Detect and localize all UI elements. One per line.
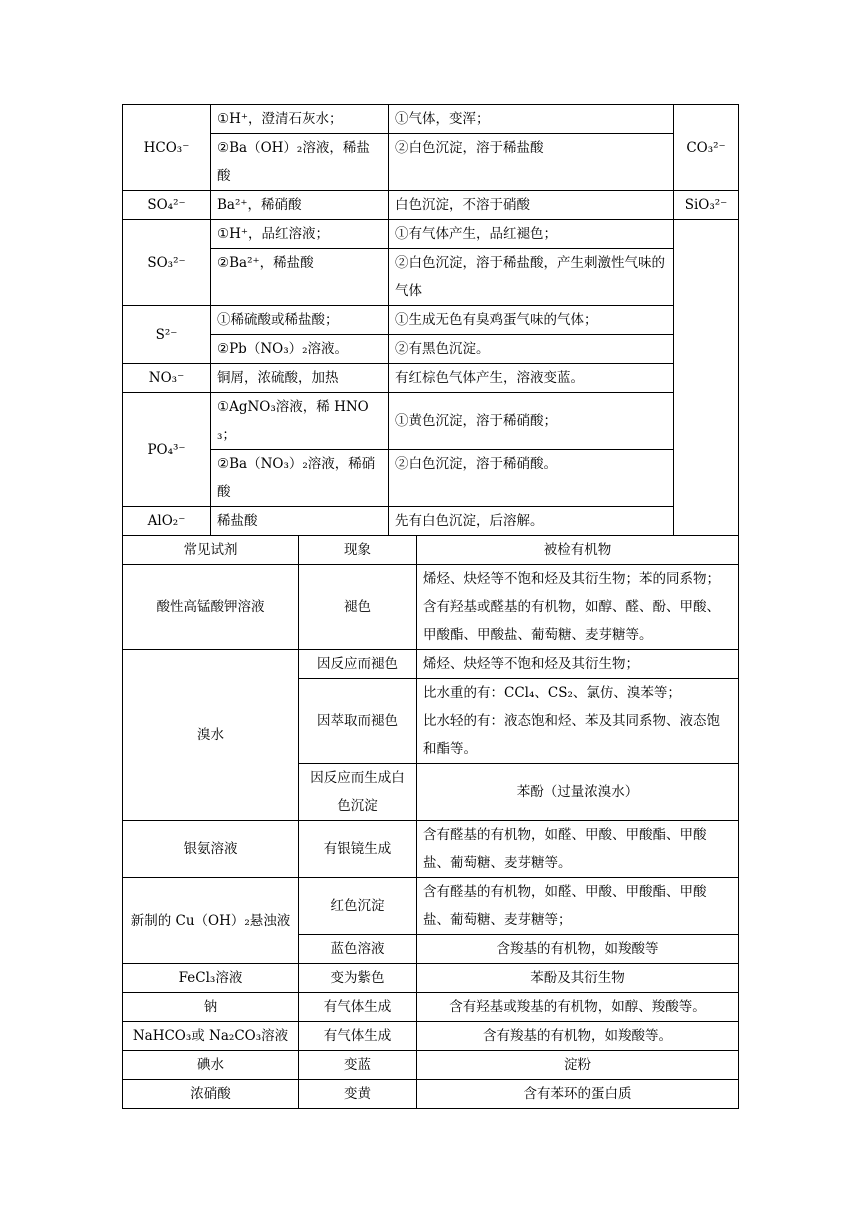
object-cell: 含羧基的有机物，如羧酸等 (417, 935, 739, 964)
phenomenon-cell: 有银镜生成 (299, 821, 417, 878)
phenomenon-cell: ②有黑色沉淀。 (389, 335, 674, 364)
object-cell: 淀粉 (417, 1051, 739, 1080)
phenomenon-cell: 白色沉淀，不溶于硝酸 (389, 191, 674, 220)
reagent-cell: 酸性高锰酸钾溶液 (123, 565, 299, 650)
object-line: 比水重的有：CCl₄、CS₂、氯仿、溴苯等； (423, 685, 681, 701)
object-cell: 含有醛基的有机物，如醛、甲酸、甲酸酯、甲酸盐、葡萄糖、麦芽糖等。 (417, 821, 739, 878)
ion-cell: AlO₂⁻ (123, 507, 211, 536)
phenomenon-cell: ①黄色沉淀，溶于稀硝酸； (389, 393, 674, 450)
phenomenon-cell: 有气体生成 (299, 1022, 417, 1051)
header-phenomenon: 现象 (299, 536, 417, 565)
ion-cell: SO₄²⁻ (123, 191, 211, 220)
reagent-cell: Ba²⁺，稀硝酸 (211, 191, 389, 220)
reagent-cell: ①H⁺，品红溶液； (211, 220, 389, 249)
object-cell: 烯烃、炔烃等不饱和烃及其衍生物； (417, 650, 739, 679)
reagent-cell: ②Ba²⁺，稀盐酸 (211, 249, 389, 306)
extra-ion-cell: SiO₃²⁻ (674, 191, 739, 220)
reagent-cell: ①AgNO₃溶液，稀 HNO₃； (211, 393, 389, 450)
organic-test-table (122, 535, 739, 1109)
object-cell: 烯烃、炔烃等不饱和烃及其衍生物；苯的同系物；含有羟基或醛基的有机物，如醇、醛、酚、甲酸、甲酸酯、甲酸盐、葡萄糖、麦芽糖等。 (417, 565, 739, 650)
phenomenon-cell: 变黄 (299, 1080, 417, 1109)
header-object: 被检有机物 (417, 536, 739, 565)
ion-cell: S²⁻ (123, 306, 211, 364)
phenomenon-cell: ①生成无色有臭鸡蛋气味的气体； (389, 306, 674, 335)
phenomenon-cell: 有红棕色气体产生，溶液变蓝。 (389, 364, 674, 393)
phenomenon-cell: ①气体，变浑； (389, 105, 674, 134)
reagent-cell: ①稀硫酸或稀盐酸； (211, 306, 389, 335)
ion-test-table (122, 104, 739, 536)
phenomenon-cell: 因萃取而褪色 (299, 679, 417, 764)
reagent-cell: 银氨溶液 (123, 821, 299, 878)
phenomenon-cell: 有气体生成 (299, 993, 417, 1022)
phenomenon-cell: ②白色沉淀，溶于稀盐酸 (389, 134, 674, 191)
ion-cell: NO₃⁻ (123, 364, 211, 393)
phenomenon-cell: 变蓝 (299, 1051, 417, 1080)
phenomenon-cell: 因反应而生成白色沉淀 (299, 764, 417, 821)
phenomenon-cell: 红色沉淀 (299, 878, 417, 935)
phenomenon-cell: 因反应而褪色 (299, 650, 417, 679)
object-cell: 含有羟基或羧基的有机物，如醇、羧酸等。 (417, 993, 739, 1022)
reagent-cell: 溴水 (123, 650, 299, 821)
ion-cell: SO₃²⁻ (123, 220, 211, 306)
extra-ion-cell: CO₃²⁻ (674, 105, 739, 191)
reagent-cell: 铜屑，浓硫酸，加热 (211, 364, 389, 393)
phenomenon-cell: ②白色沉淀，溶于稀硝酸。 (389, 450, 674, 507)
object-cell: 含有羧基的有机物，如羧酸等。 (417, 1022, 739, 1051)
reagent-cell: 稀盐酸 (211, 507, 389, 536)
reagent-cell: 浓硝酸 (123, 1080, 299, 1109)
phenomenon-cell: 变为紫色 (299, 964, 417, 993)
phenomenon-cell: 褪色 (299, 565, 417, 650)
object-line: 比水轻的有：液态饱和烃、苯及其同系物、液态饱和酯等。 (423, 713, 720, 757)
reagent-cell: 钠 (123, 993, 299, 1022)
reagent-cell: ②Pb（NO₃）₂溶液。 (211, 335, 389, 364)
object-cell: 苯酚及其衍生物 (417, 964, 739, 993)
ion-cell: PO₄³⁻ (123, 393, 211, 507)
reagent-cell: NaHCO₃或 Na₂CO₃溶液 (123, 1022, 299, 1051)
object-cell (417, 679, 739, 764)
object-cell: 含有苯环的蛋白质 (417, 1080, 739, 1109)
reagent-cell: ②Ba（OH）₂溶液，稀盐酸 (211, 134, 389, 191)
phenomenon-cell: 蓝色溶液 (299, 935, 417, 964)
reagent-cell: 新制的 Cu（OH）₂悬浊液 (123, 878, 299, 964)
phenomenon-cell: ②白色沉淀，溶于稀盐酸，产生刺激性气味的气体 (389, 249, 674, 306)
phenomenon-cell: 先有白色沉淀，后溶解。 (389, 507, 674, 536)
phenomenon-cell: ①有气体产生，品红褪色； (389, 220, 674, 249)
reagent-cell: ①H⁺，澄清石灰水； (211, 105, 389, 134)
empty-cell (674, 220, 739, 536)
header-reagent: 常见试剂 (123, 536, 299, 565)
reagent-cell: ②Ba（NO₃）₂溶液，稀硝酸 (211, 450, 389, 507)
object-cell: 苯酚（过量浓溴水） (417, 764, 739, 821)
object-cell: 含有醛基的有机物，如醛、甲酸、甲酸酯、甲酸盐、葡萄糖、麦芽糖等； (417, 878, 739, 935)
ion-cell: HCO₃⁻ (123, 105, 211, 191)
reagent-cell: FeCl₃溶液 (123, 964, 299, 993)
reagent-cell: 碘水 (123, 1051, 299, 1080)
